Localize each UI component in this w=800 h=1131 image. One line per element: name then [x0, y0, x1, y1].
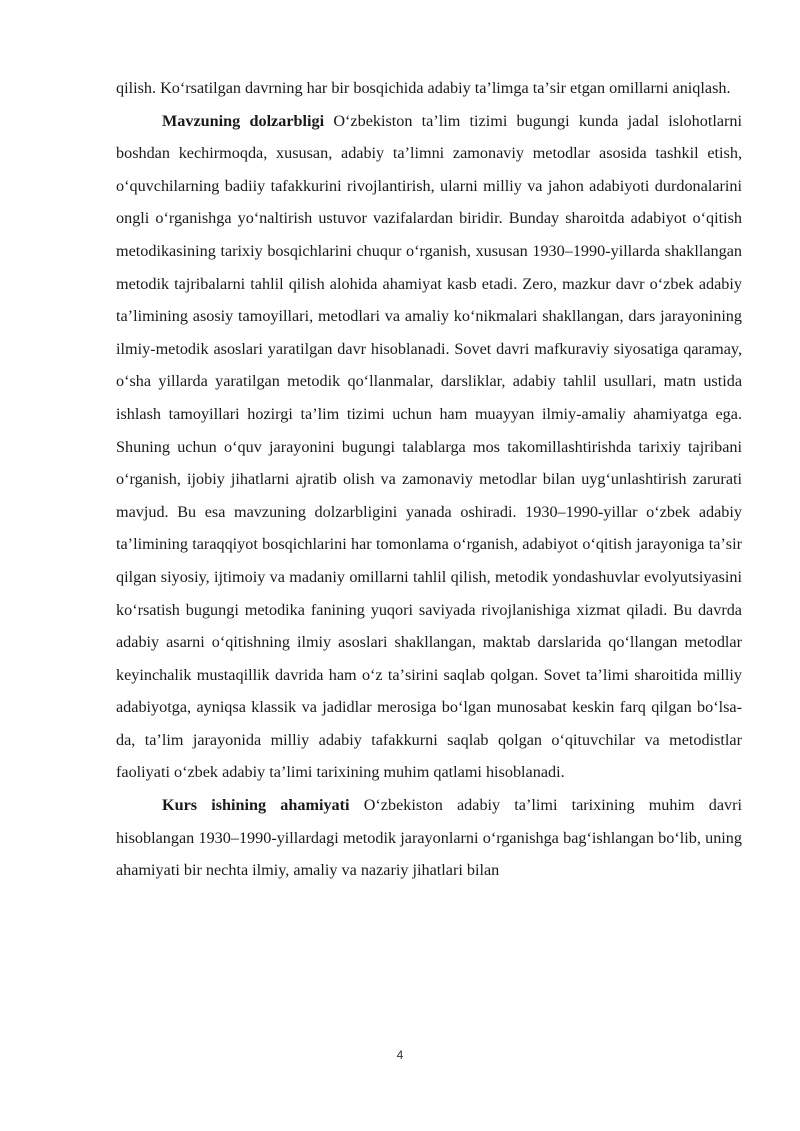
paragraph-significance [116, 789, 742, 887]
page-number: 4 [396, 1048, 404, 1062]
paragraph-text: Oʻzbekiston taʼlim tizimi bugungi kunda jadal islohotlarni boshdan kechirmoqda, xususan, adabiy taʼlimni zamonaviy metodlar asosida tashkil etish, oʻquvchilarning badiiy tafakkurini rivojlantirish, ularni milliy va jahon adabiyoti durdonalarini ongli oʻrganishga yoʻnaltirish ustuvor vazifalardan biridir. Bunday sharoitda adabiyot oʻqitish metodikasining tarixiy bosqichlarini chuqur oʻrganish, xususan 1930–1990-yillarda shakllangan metodik tajribalarni tahlil qilish alohida ahamiyat kasb etadi. Zero, mazkur davr oʻzbek adabiy taʼlimining asosiy tamoyillari, metodlari va amaliy koʻnikmalari shakllangan, dars jarayonining ilmiy-metodik asoslari yaratilgan davr hisoblanadi. Sovet davri mafkuraviy siyosatiga qaramay, oʻsha yillarda yaratilgan metodik qoʻllanmalar, darsliklar, adabiy tahlil usullari, matn ustida ishlash tamoyillari hozirgi taʼlim tizimi uchun ham muayyan ilmiy-amaliy ahamiyatga ega. Shuning uchun oʻquv jarayonini bugungi talablarga mos takomillashtirishda tarixiy tajribani oʻrganish, ijobiy jihatlarni ajratib olish va zamonaviy metodlar bilan uygʻunlashtirish zarurati mavjud. Bu esa mavzuning dolzarbligini yanada oshiradi. 1930–1990-yillar oʻzbek adabiy taʼlimining taraqqiyot bosqichlarini har tomonlama oʻrganish, adabiyot oʻqitish jarayoniga taʼsir qilgan siyosiy, ijtimoiy va madaniy omillarni tahlil qilish, metodik yondashuvlar evolyutsiyasini koʻrsatish bugungi metodika fanining yuqori saviyada rivojlanishiga xizmat qiladi. Bu davrda adabiy asarni oʻqitishning ilmiy asoslari shakllangan, maktab darslarida qoʻllangan metodlar keyinchalik mustaqillik davrida ham oʻz taʼsirini saqlab qolgan. Sovet taʼlimi sharoitida milliy adabiyotga, ayniqsa klassik va jadidlar merosiga boʻlgan munosabat keskin farq qilgan boʻlsa-da, taʼlim jarayonida milliy adabiy tafakkurni saqlab qolgan oʻqituvchilar va metodistlar faoliyati oʻzbek adabiy taʼlimi tarixining muhim qatlami hisoblanadi. [116, 111, 743, 782]
paragraph-text: Oʻzbekiston adabiy taʼlimi tarixining muhim davri hisoblangan 1930–1990-yillardagi metodik jarayonlarni oʻrganishga bagʻishlangan boʻlib, uning ahamiyati bir nechta ilmiy, amaliy va nazariy jihatlari bilan [116, 796, 742, 880]
paragraph-text: qilish. Koʻrsatilgan davrning har bir bosqichida adabiy taʼlimga taʼsir etgan omillarni aniqlash. [116, 79, 731, 97]
paragraph-relevance [116, 105, 742, 789]
paragraph-heading: Mavzuning dolzarbligi [162, 111, 325, 130]
paragraph-heading: Kurs ishining ahamiyati [162, 796, 350, 815]
paragraph-continuation [116, 72, 742, 105]
document-body [116, 72, 742, 887]
